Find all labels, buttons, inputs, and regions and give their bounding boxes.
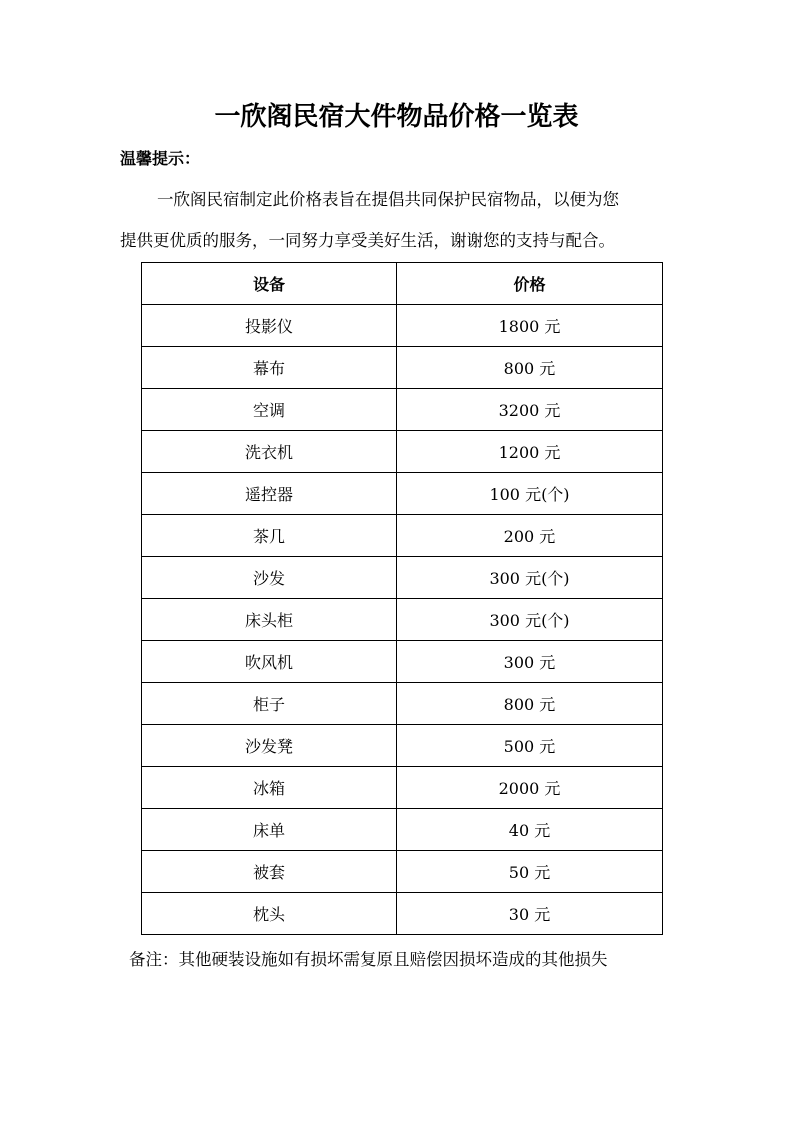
price-cell: 200 元 — [397, 515, 663, 557]
item-cell: 枕头 — [142, 893, 397, 935]
table-row — [142, 557, 663, 599]
price-table — [141, 262, 663, 935]
item-cell: 空调 — [142, 389, 397, 431]
table-row — [142, 683, 663, 725]
column-header-item: 设备 — [142, 263, 397, 305]
item-cell: 吹风机 — [142, 641, 397, 683]
item-cell: 洗衣机 — [142, 431, 397, 473]
price-cell: 50 元 — [397, 851, 663, 893]
table-row — [142, 851, 663, 893]
item-cell: 床头柜 — [142, 599, 397, 641]
column-header-price: 价格 — [397, 263, 663, 305]
price-cell: 300 元(个) — [397, 599, 663, 641]
price-cell: 100 元(个) — [397, 473, 663, 515]
table-row — [142, 893, 663, 935]
price-cell: 30 元 — [397, 893, 663, 935]
tip-paragraph-line-2: 提供更优质的服务，一同努力享受美好生活，谢谢您的支持与配合。 — [120, 231, 615, 250]
price-cell: 800 元 — [397, 683, 663, 725]
table-row — [142, 641, 663, 683]
price-cell: 800 元 — [397, 347, 663, 389]
table-row — [142, 347, 663, 389]
item-cell: 沙发 — [142, 557, 397, 599]
table-row — [142, 389, 663, 431]
price-cell: 300 元(个) — [397, 557, 663, 599]
price-cell: 40 元 — [397, 809, 663, 851]
table-row — [142, 515, 663, 557]
table-row — [142, 305, 663, 347]
table-row — [142, 473, 663, 515]
table-row — [142, 725, 663, 767]
tip-paragraph-line-1: 一欣阁民宿制定此价格表旨在提倡共同保护民宿物品，以便为您 — [157, 190, 619, 209]
footnote-remark: 备注：其他硬装设施如有损坏需复原且赔偿因损坏造成的其他损失 — [129, 950, 608, 969]
price-cell: 3200 元 — [397, 389, 663, 431]
table-row — [142, 809, 663, 851]
tip-heading: 温馨提示： — [120, 149, 201, 168]
price-cell: 1200 元 — [397, 431, 663, 473]
table-header-row — [142, 263, 663, 305]
item-cell: 投影仪 — [142, 305, 397, 347]
price-cell: 1800 元 — [397, 305, 663, 347]
table-row — [142, 599, 663, 641]
item-cell: 床单 — [142, 809, 397, 851]
item-cell: 幕布 — [142, 347, 397, 389]
item-cell: 茶几 — [142, 515, 397, 557]
table-row — [142, 431, 663, 473]
item-cell: 被套 — [142, 851, 397, 893]
item-cell: 沙发凳 — [142, 725, 397, 767]
price-cell: 2000 元 — [397, 767, 663, 809]
price-cell: 300 元 — [397, 641, 663, 683]
item-cell: 冰箱 — [142, 767, 397, 809]
item-cell: 遥控器 — [142, 473, 397, 515]
item-cell: 柜子 — [142, 683, 397, 725]
price-cell: 500 元 — [397, 725, 663, 767]
table-row — [142, 767, 663, 809]
page-title: 一欣阁民宿大件物品价格一览表 — [214, 102, 579, 132]
